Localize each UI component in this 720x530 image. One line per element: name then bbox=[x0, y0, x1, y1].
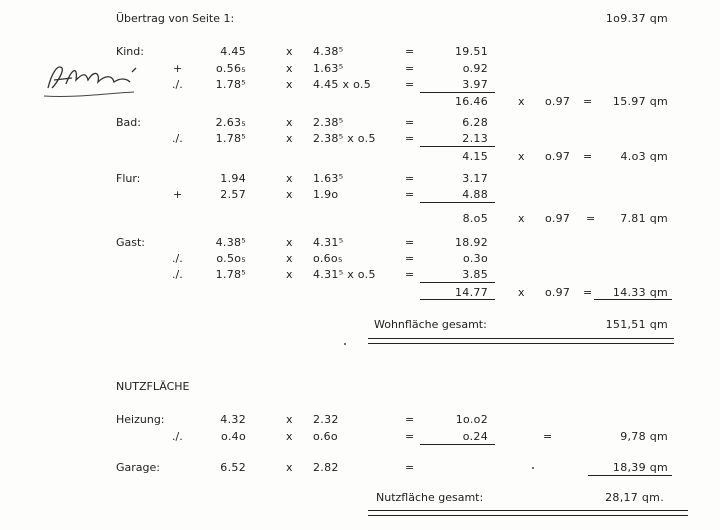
flur-sum-rule bbox=[420, 202, 495, 203]
garage-total-underline bbox=[588, 475, 672, 476]
room-name-kind: Kind: bbox=[116, 45, 144, 58]
heizung-sum-rule bbox=[420, 444, 495, 445]
kind-factor-eq: = bbox=[583, 95, 593, 108]
wohnflaeche-double-rule bbox=[368, 338, 674, 344]
gast-x-1: x bbox=[286, 236, 293, 249]
flur-b-1: 1.63⁵ bbox=[313, 172, 344, 185]
kind-eq-1: = bbox=[405, 45, 415, 58]
garage-b: 2.82 bbox=[313, 461, 339, 474]
kind-total: 15.97 qm bbox=[612, 95, 668, 108]
gast-b-3: 4.31⁵ x o.5 bbox=[313, 268, 376, 281]
kind-eq-2: = bbox=[405, 62, 415, 75]
gast-eq-1: = bbox=[405, 236, 415, 249]
heizung-x-1: x bbox=[286, 413, 293, 426]
gast-a-1: 4.38⁵ bbox=[215, 236, 246, 249]
gast-factor-x: x bbox=[518, 286, 525, 299]
gast-x-3: x bbox=[286, 268, 293, 281]
heizung-op-2: ./. bbox=[172, 430, 183, 443]
bad-b-1: 2.38⁵ bbox=[313, 116, 344, 129]
heizung-eq-total: = bbox=[543, 430, 553, 443]
carry-value: 1o9.37 qm bbox=[605, 12, 668, 25]
bad-a-2: 1.78⁵ bbox=[215, 132, 246, 145]
gast-a-3: 1.78⁵ bbox=[215, 268, 246, 281]
flur-res-2: 4.88 bbox=[462, 188, 488, 201]
bad-eq-1: = bbox=[405, 116, 415, 129]
room-name-flur: Flur: bbox=[116, 172, 141, 185]
flur-a-2: 2.57 bbox=[220, 188, 246, 201]
bad-factor: o.97 bbox=[545, 150, 571, 163]
gast-op-3: ./. bbox=[172, 268, 183, 281]
wohnflaeche-value: 151,51 qm bbox=[605, 318, 668, 331]
kind-b-3: 4.45 x o.5 bbox=[313, 78, 372, 91]
heizung-res-1: 1o.o2 bbox=[455, 413, 488, 426]
kind-op-3: ./. bbox=[172, 78, 183, 91]
gast-res-2: o.3o bbox=[463, 252, 488, 265]
heizung-total: 9,78 qm bbox=[620, 430, 668, 443]
bad-x-1: x bbox=[286, 116, 293, 129]
gast-b-2: o.6o₅ bbox=[313, 252, 343, 265]
heizung-a-2: o.4o bbox=[221, 430, 246, 443]
flur-subtotal: 8.o5 bbox=[462, 212, 488, 225]
kind-eq-3: = bbox=[405, 78, 415, 91]
flur-op-2: + bbox=[173, 188, 183, 201]
kind-a-2: o.56₅ bbox=[216, 62, 246, 75]
bad-res-2: 2.13 bbox=[462, 132, 488, 145]
bad-total: 4.o3 qm bbox=[620, 150, 668, 163]
kind-subtotal: 16.46 bbox=[455, 95, 488, 108]
stray-dot bbox=[344, 343, 346, 345]
gast-x-2: x bbox=[286, 252, 293, 265]
bad-eq-2: = bbox=[405, 132, 415, 145]
kind-b-2: 1.63⁵ bbox=[313, 62, 344, 75]
flur-x-1: x bbox=[286, 172, 293, 185]
wohnflaeche-label: Wohnfläche gesamt: bbox=[374, 318, 487, 331]
garage-total: 18,39 qm bbox=[612, 461, 668, 474]
flur-eq-1: = bbox=[405, 172, 415, 185]
room-name-bad: Bad: bbox=[116, 116, 141, 129]
kind-factor-x: x bbox=[518, 95, 525, 108]
kind-x-1: x bbox=[286, 45, 293, 58]
bad-sum-rule bbox=[420, 146, 495, 147]
gast-op-2: ./. bbox=[172, 252, 183, 265]
gast-eq-3: = bbox=[405, 268, 415, 281]
gast-total-underline bbox=[594, 299, 672, 300]
flur-factor: o.97 bbox=[545, 212, 571, 225]
kind-res-2: o.92 bbox=[462, 62, 488, 75]
bad-x-2: x bbox=[286, 132, 293, 145]
flur-b-2: 1.9o bbox=[313, 188, 339, 201]
nutzflaeche-double-rule bbox=[368, 510, 688, 516]
flur-eq-2: = bbox=[405, 188, 415, 201]
kind-op-2: + bbox=[173, 62, 183, 75]
kind-a-1: 4.45 bbox=[220, 45, 246, 58]
kind-res-1: 19.51 bbox=[455, 45, 488, 58]
gast-res-1: 18.92 bbox=[455, 236, 488, 249]
bad-op-2: ./. bbox=[172, 132, 183, 145]
nutzflaeche-total-value: 28,17 qm. bbox=[605, 491, 664, 504]
handwritten-signature bbox=[42, 58, 152, 102]
flur-total: 7.81 qm bbox=[620, 212, 668, 225]
nutzflaeche-total-label: Nutzfläche gesamt: bbox=[376, 491, 484, 504]
kind-x-3: x bbox=[286, 78, 293, 91]
gast-subtotal: 14.77 bbox=[455, 286, 488, 299]
kind-b-1: 4.38⁵ bbox=[313, 45, 344, 58]
kind-sum-rule bbox=[420, 92, 495, 93]
heizung-b-2: o.6o bbox=[313, 430, 338, 443]
gast-a-2: o.5o₅ bbox=[216, 252, 246, 265]
gast-sum-rule bbox=[420, 282, 495, 283]
room-name-gast: Gast: bbox=[116, 236, 146, 249]
gast-total: 14.33 qm bbox=[612, 286, 668, 299]
heizung-x-2: x bbox=[286, 430, 293, 443]
bad-factor-eq: = bbox=[583, 150, 593, 163]
kind-x-2: x bbox=[286, 62, 293, 75]
heizung-eq-1: = bbox=[405, 413, 415, 426]
garage-dot bbox=[532, 467, 534, 469]
kind-res-3: 3.97 bbox=[462, 78, 488, 91]
gast-b-1: 4.31⁵ bbox=[313, 236, 344, 249]
gast-factor: o.97 bbox=[545, 286, 571, 299]
bad-b-2: 2.38⁵ x o.5 bbox=[313, 132, 376, 145]
nutz-name-garage: Garage: bbox=[116, 461, 160, 474]
gast-eq-2: = bbox=[405, 252, 415, 265]
gast-factor-eq: = bbox=[583, 286, 593, 299]
flur-factor-x: x bbox=[518, 212, 525, 225]
kind-factor: o.97 bbox=[545, 95, 571, 108]
heizung-res-2: o.24 bbox=[462, 430, 488, 443]
bad-res-1: 6.28 bbox=[462, 116, 488, 129]
kind-a-3: 1.78⁵ bbox=[215, 78, 246, 91]
garage-a: 6.52 bbox=[220, 461, 246, 474]
flur-res-1: 3.17 bbox=[462, 172, 488, 185]
gast-subtotal-underline bbox=[420, 299, 495, 300]
gast-res-3: 3.85 bbox=[462, 268, 488, 281]
garage-eq: = bbox=[405, 461, 415, 474]
nutz-name-heizung: Heizung: bbox=[116, 413, 165, 426]
flur-a-1: 1.94 bbox=[220, 172, 246, 185]
heizung-eq-2: = bbox=[405, 430, 415, 443]
heizung-b-1: 2.32 bbox=[313, 413, 339, 426]
garage-x: x bbox=[286, 461, 293, 474]
bad-subtotal: 4.15 bbox=[462, 150, 488, 163]
bad-factor-x: x bbox=[518, 150, 525, 163]
flur-x-2: x bbox=[286, 188, 293, 201]
heizung-a-1: 4.32 bbox=[220, 413, 246, 426]
carry-label: Übertrag von Seite 1: bbox=[116, 12, 235, 25]
bad-a-1: 2.63₅ bbox=[215, 116, 246, 129]
nutzflaeche-heading: NUTZFLÄCHE bbox=[116, 380, 190, 393]
flur-factor-eq: = bbox=[586, 212, 596, 225]
